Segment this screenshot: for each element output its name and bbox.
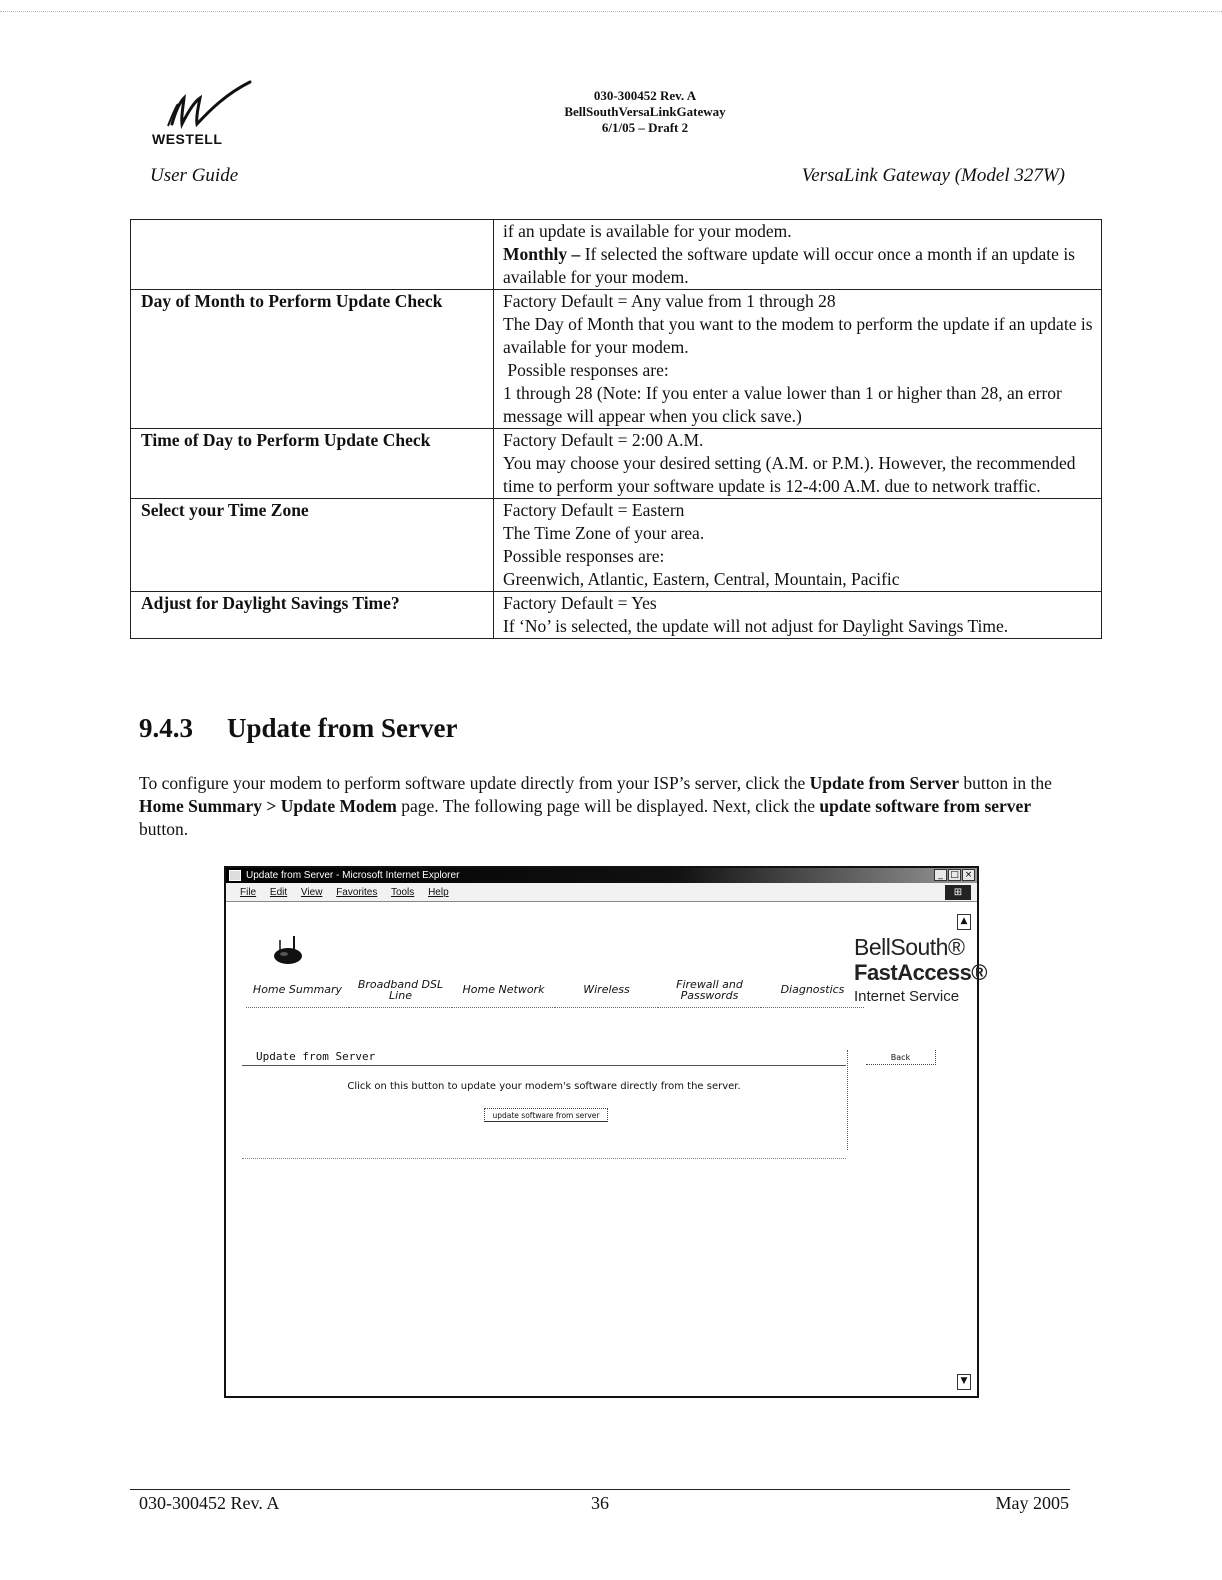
- footer-date: May 2005: [995, 1493, 1069, 1513]
- menu-file[interactable]: File: [240, 887, 257, 898]
- ie-page-icon: [229, 870, 241, 881]
- header-left-label: User Guide: [150, 165, 239, 186]
- menu-favorites[interactable]: Favorites: [336, 887, 378, 898]
- nav-home-network[interactable]: Home Network: [452, 972, 555, 1008]
- parameter-description: Factory Default = Yes If ‘No’ is selected, the update will not adjust for Daylight Savings Time.: [494, 592, 1102, 639]
- update-software-from-server-button[interactable]: update software from server: [484, 1108, 608, 1122]
- menu-help[interactable]: Help: [428, 887, 449, 898]
- window-controls: [934, 869, 975, 881]
- back-button[interactable]: Back: [866, 1050, 936, 1065]
- window-title: Update from Server - Microsoft Internet Explorer: [246, 870, 460, 881]
- doc-title-line: BellSouthVersaLinkGateway: [564, 104, 726, 119]
- scan-artifact-line: [0, 11, 1222, 12]
- panel-message: Click on this button to update your modem's software directly from the server.: [347, 1081, 741, 1092]
- menu-bar: [226, 883, 977, 902]
- windows-logo-icon: ⊞: [945, 885, 971, 900]
- maximize-icon[interactable]: □: [948, 869, 961, 881]
- brand-line-2: FastAccess®: [854, 960, 988, 985]
- nav-diagnostics[interactable]: Diagnostics: [761, 972, 864, 1008]
- close-icon[interactable]: ×: [962, 869, 975, 881]
- parameter-name: Time of Day to Perform Update Check: [131, 429, 494, 499]
- window-titlebar: [226, 868, 977, 883]
- parameter-name: [131, 220, 494, 290]
- page-number: 36: [591, 1493, 609, 1513]
- footer-rule: [130, 1489, 1070, 1490]
- section-heading: [139, 713, 457, 744]
- parameter-description: Factory Default = Eastern The Time Zone of your area. Possible responses are: Greenwich, Atlantic, Eastern, Central, Mountain, Pacific: [494, 499, 1102, 592]
- browser-screenshot: [224, 866, 988, 1398]
- logo-wordmark: WESTELL: [152, 131, 223, 147]
- footer-doc-id: 030-300452 Rev. A: [139, 1493, 280, 1513]
- scroll-up-arrow-icon[interactable]: ▲: [957, 914, 971, 930]
- parameter-description: Factory Default = 2:00 A.M. You may choose your desired setting (A.M. or P.M.). However, the recommended time to perform your software update is 12-4:00 A.M. due to network traffic.: [494, 429, 1102, 499]
- panel-side-divider: [847, 1050, 848, 1150]
- doc-id-line: 030-300452 Rev. A: [593, 88, 697, 103]
- nav-firewall-and-passwords[interactable]: Firewall and Passwords: [658, 972, 761, 1008]
- panel-divider: [242, 1065, 846, 1066]
- parameter-description: if an update is available for your modem. Monthly – If selected the software update will occur once a month if an update is available for your modem.: [494, 220, 1102, 290]
- panel-title: Update from Server: [256, 1050, 376, 1063]
- doc-draft-line: 6/1/05 – Draft 2: [601, 120, 689, 135]
- minimize-icon[interactable]: _: [934, 869, 947, 881]
- parameter-name: Select your Time Zone: [131, 499, 494, 592]
- parameter-name: Adjust for Daylight Savings Time?: [131, 592, 494, 639]
- table-row: [131, 290, 1102, 429]
- brand-line-3: Internet Service: [854, 988, 960, 1005]
- section-body-paragraph: To configure your modem to perform software update directly from your ISP’s server, click the Update from Server button in the Home Summary > Update Modem page. The following page will be displayed. Next, click the update software from server button.: [139, 773, 1052, 839]
- parameter-description: Factory Default = Any value from 1 through 28 The Day of Month that you want to the modem to perform the update if an update is available for your modem. Possible responses are: 1 through 28 (Note: If you enter a value lower than 1 or higher than 28, an error message will appear when you click save.): [494, 290, 1102, 429]
- section-title: Update from Server: [227, 713, 458, 743]
- parameter-name: Day of Month to Perform Update Check: [131, 290, 494, 429]
- menu-edit[interactable]: Edit: [269, 887, 288, 898]
- bellsouth-brand: [854, 936, 987, 1004]
- table-row: [131, 592, 1102, 639]
- router-nav-bar: [246, 972, 864, 1008]
- settings-table: [130, 219, 1102, 639]
- panel-bottom-divider: [242, 1158, 846, 1159]
- menu-tools[interactable]: Tools: [390, 887, 415, 898]
- scroll-down-arrow-icon[interactable]: ▼: [957, 1374, 971, 1390]
- document-id-block: [500, 88, 790, 136]
- nav-wireless[interactable]: Wireless: [555, 972, 658, 1008]
- table-row: [131, 429, 1102, 499]
- section-number: 9.4.3: [139, 713, 193, 743]
- nav-home-summary[interactable]: Home Summary: [246, 972, 349, 1008]
- nav-broadband-dsl-line[interactable]: Broadband DSL Line: [349, 972, 452, 1008]
- router-icon: [268, 932, 308, 972]
- table-row: [131, 499, 1102, 592]
- header-right-label: VersaLink Gateway (Model 327W): [801, 165, 1065, 186]
- menu-view[interactable]: View: [300, 887, 323, 898]
- table-row: [131, 220, 1102, 290]
- brand-line-1: BellSouth®: [854, 934, 965, 960]
